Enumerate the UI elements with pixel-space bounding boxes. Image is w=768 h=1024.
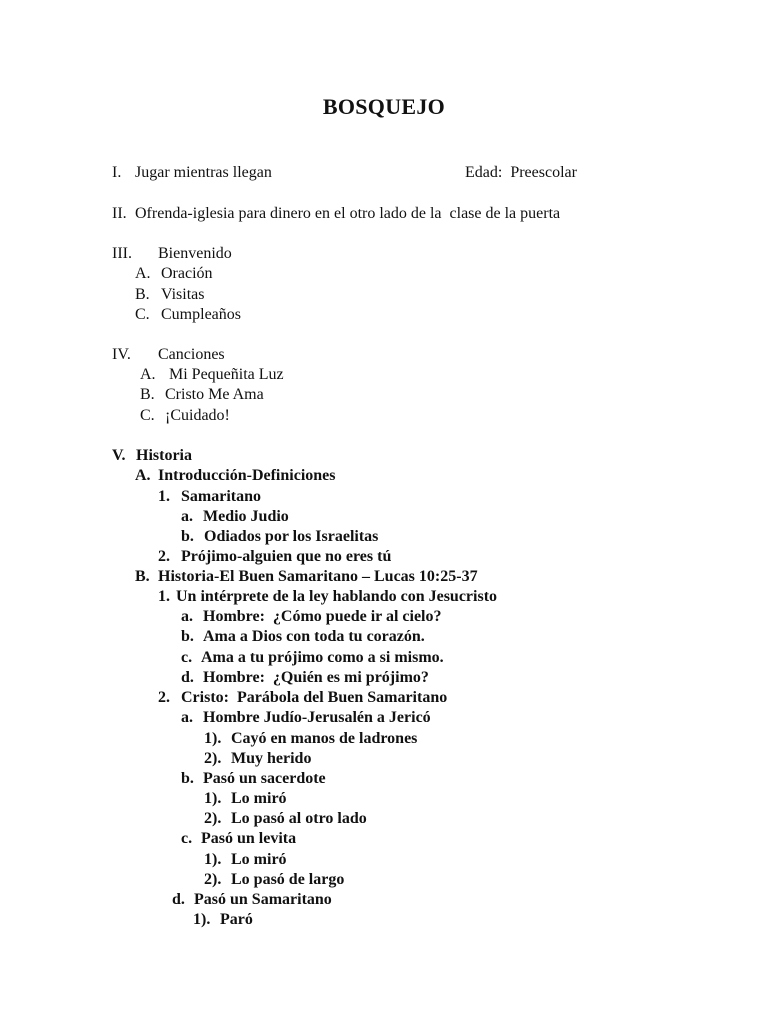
outline-marker: I. — [112, 164, 122, 181]
outline-marker: C. — [135, 306, 150, 323]
outline-line — [158, 688, 447, 708]
outline-marker: 2). — [204, 810, 222, 827]
outline-text: Oración — [161, 265, 213, 282]
outline-marker: B. — [135, 286, 150, 303]
outline-text: Jugar mientras llegan — [135, 164, 272, 181]
outline-line — [112, 446, 192, 466]
outline-line — [193, 910, 253, 930]
outline-line — [112, 345, 225, 365]
outline-line — [181, 708, 431, 728]
outline-marker: B. — [135, 568, 150, 585]
outline-text: Historia-El Buen Samaritano – Lucas 10:25-37 — [158, 568, 478, 585]
outline-text: Pasó un Samaritano — [194, 891, 332, 908]
outline-line — [204, 789, 287, 809]
outline-text: Canciones — [158, 346, 225, 363]
outline-text: Muy herido — [231, 750, 312, 767]
outline-line — [135, 466, 335, 486]
outline-text: Historia — [136, 447, 192, 464]
outline-line — [204, 729, 417, 749]
outline-marker: 1). — [204, 790, 222, 807]
outline-line — [135, 264, 213, 284]
outline-line — [112, 204, 560, 224]
outline-marker: a. — [181, 508, 193, 525]
outline-marker: 1. — [158, 588, 170, 605]
outline-line — [158, 547, 391, 567]
outline-text: Lo miró — [231, 851, 287, 868]
outline-text: ¡Cuidado! — [165, 407, 230, 424]
outline-text: Pasó un sacerdote — [203, 770, 326, 787]
outline-line — [140, 365, 284, 385]
outline-line — [181, 627, 425, 647]
outline-line — [204, 749, 311, 769]
outline-line — [135, 305, 241, 325]
outline-line — [172, 890, 332, 910]
outline-marker: B. — [140, 386, 155, 403]
outline-marker: c. — [181, 830, 193, 847]
outline-text: Hombre: ¿Cómo puede ir al cielo? — [203, 608, 442, 625]
outline-line — [140, 406, 230, 426]
outline-line — [181, 648, 444, 668]
outline-marker: c. — [181, 649, 193, 666]
outline-text: Odiados por los Israelitas — [204, 528, 379, 545]
outline-text: Samaritano — [181, 488, 261, 505]
outline-line — [204, 870, 344, 890]
outline-marker: a. — [181, 709, 193, 726]
outline-line — [181, 668, 429, 688]
outline-marker: A. — [140, 366, 156, 383]
outline-line — [135, 285, 204, 305]
outline-marker: A. — [135, 265, 151, 282]
outline-line — [158, 487, 261, 507]
outline-marker: d. — [172, 891, 185, 908]
outline-text: Medio Judio — [203, 508, 289, 525]
outline-text: Lo pasó de largo — [231, 871, 345, 888]
outline-marker: a. — [181, 608, 193, 625]
outline-text: Hombre: ¿Quién es mi prójimo? — [203, 669, 429, 686]
outline-text: Cayó en manos de ladrones — [231, 730, 418, 747]
outline-text: Introducción-Definiciones — [158, 467, 336, 484]
outline-marker: IV. — [112, 346, 131, 363]
outline-line — [181, 829, 296, 849]
outline-text: Paró — [220, 911, 253, 928]
outline-line — [181, 769, 326, 789]
outline-text: Un intérprete de la ley hablando con Jesucristo — [176, 588, 498, 605]
outline-line — [158, 587, 497, 607]
outline-marker: b. — [181, 770, 194, 787]
outline-marker: 1). — [193, 911, 211, 928]
outline-marker: 1). — [204, 851, 222, 868]
outline-text: Prójimo-alguien que no eres tú — [181, 548, 392, 565]
outline-marker: 2). — [204, 750, 222, 767]
outline-text: Lo pasó al otro lado — [231, 810, 367, 827]
outline-marker: 2. — [158, 548, 170, 565]
outline-marker: b. — [181, 628, 194, 645]
outline-text: Ama a tu prójimo como a si mismo. — [201, 649, 444, 666]
outline-text: Lo miró — [231, 790, 287, 807]
outline-marker: A. — [135, 467, 151, 484]
outline-marker: III. — [112, 245, 132, 262]
age-group-label: Edad: Preescolar — [465, 164, 577, 181]
document-title: BOSQUEJO — [322, 94, 446, 119]
outline-line — [112, 163, 272, 183]
outline-text: Cristo Me Ama — [165, 386, 264, 403]
outline-marker: b. — [181, 528, 194, 545]
outline-text: Ama a Dios con toda tu corazón. — [203, 628, 425, 645]
outline-line — [204, 850, 287, 870]
outline-line — [140, 385, 264, 405]
outline-text: Cristo: Parábola del Buen Samaritano — [181, 689, 448, 706]
outline-line — [112, 244, 232, 264]
outline-text: Visitas — [161, 286, 205, 303]
outline-marker: II. — [112, 205, 127, 222]
outline-line — [181, 507, 289, 527]
outline-line — [204, 809, 367, 829]
outline-marker: 2). — [204, 871, 222, 888]
outline-text: Cumpleaños — [161, 306, 241, 323]
outline-text: Bienvenido — [158, 245, 232, 262]
outline-text: Hombre Judío-Jerusalén a Jericó — [203, 709, 431, 726]
outline-text: Ofrenda-iglesia para dinero en el otro lado de la clase de la puerta — [135, 205, 561, 222]
outline-text: Pasó un levita — [201, 830, 297, 847]
outline-line — [181, 607, 442, 627]
outline-marker: 1). — [204, 730, 222, 747]
outline-marker: V. — [112, 447, 126, 464]
outline-text: Mi Pequeñita Luz — [169, 366, 284, 383]
outline-marker: C. — [140, 407, 155, 424]
outline-marker: d. — [181, 669, 194, 686]
outline-marker: 2. — [158, 689, 170, 706]
outline-marker: 1. — [158, 488, 170, 505]
outline-line — [135, 567, 478, 587]
outline-line — [181, 527, 378, 547]
